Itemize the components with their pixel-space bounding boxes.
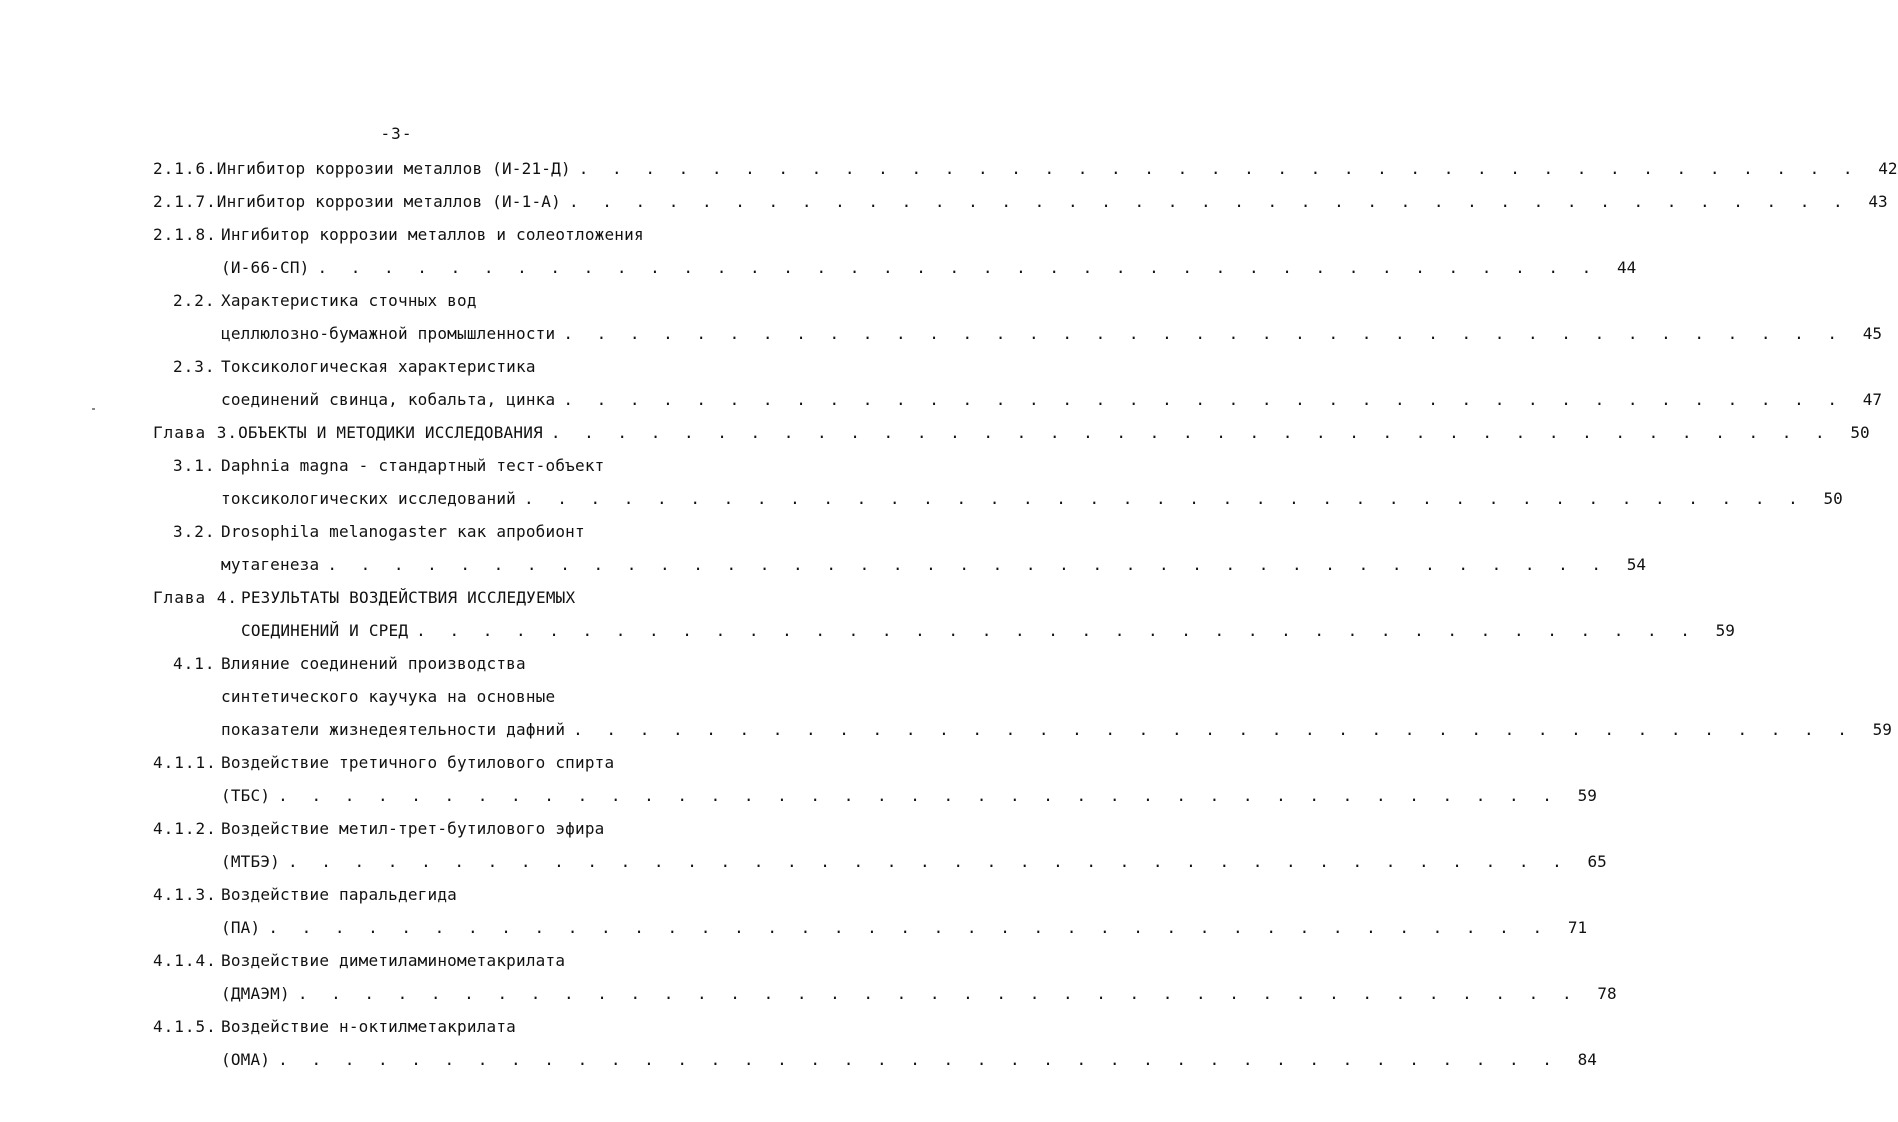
toc-entry-continuation[interactable]: [221, 983, 1617, 1005]
leader-dots: . . . . . . . . . . . . . . . . . . . . . . . . . . . . . . . . . . . . . . .: [563, 324, 1845, 343]
toc-entry-title: Воздействие н-октилметакрилата: [221, 1017, 516, 1036]
toc-chapter-continuation[interactable]: [241, 620, 1735, 642]
toc-entry[interactable]: [153, 1016, 731, 1038]
leader-dots: . . . . . . . . . . . . . . . . . . . . . . . . . . . . . . . . . . . . . . .: [278, 786, 1559, 805]
toc-entry-number: 3.2.: [173, 522, 216, 541]
toc-chapter-number: Глава 3.: [153, 423, 239, 442]
leader-dots: . . . . . . . . . . . . . . . . . . . . . . . . . . . . . . . . . . . . . . .: [523, 489, 1805, 508]
toc-entry[interactable]: [173, 653, 731, 675]
leader-dots: . . . . . . . . . . . . . . . . . . . . . . . . . . . . . . . . . . . . . . .: [278, 1050, 1559, 1069]
toc-entry-number: 2.1.6.: [153, 159, 217, 178]
toc-entry-page: 71: [1567, 918, 1588, 937]
toc-entry[interactable]: [153, 818, 731, 840]
toc-entry-continuation[interactable]: [221, 917, 1588, 939]
toc-entry-number: 4.1.1.: [153, 753, 217, 772]
leader-dots: . . . . . . . . . . . . . . . . . . . . . . . . . . . . . . . . . . . . . . .: [327, 555, 1609, 574]
toc-entry-continuation[interactable]: [221, 488, 1843, 510]
toc-entry-page: 50: [1850, 423, 1870, 442]
toc-entry-number: 4.1.2.: [153, 819, 217, 838]
toc-chapter-number: Глава 4.: [153, 588, 239, 607]
toc-entry-title: Ингибитор коррозии металлов и солеотложения: [221, 225, 644, 244]
toc-entry-continuation[interactable]: [221, 323, 1883, 345]
leader-dots: . . . . . . . . . . . . . . . . . . . . . . . . . . . . . . . . . . . . . . .: [416, 621, 1697, 640]
leader-dots: . . . . . . . . . . . . . . . . . . . . . . . . . . . . . . . . . . . . . . .: [288, 852, 1569, 871]
toc-entry-title: синтетического каучука на основные: [221, 687, 556, 706]
toc-entry-title: (ТБС): [221, 786, 271, 805]
toc-entry-number: 2.2.: [173, 291, 216, 310]
toc-entry-continuation[interactable]: [221, 719, 1892, 741]
leader-dots: . . . . . . . . . . . . . . . . . . . . . . . . . . . . . . . . . . . . . . .: [297, 984, 1579, 1003]
toc-entry-page: 44: [1616, 258, 1637, 277]
toc-entry-page: 59: [1577, 786, 1597, 805]
toc-entry-number: 4.1.3.: [153, 885, 217, 904]
leader-dots: . . . . . . . . . . . . . . . . . . . . . . . . . . . . . . . . . . . . . . .: [563, 390, 1845, 409]
toc-entry-page: 47: [1862, 390, 1883, 409]
toc-entry-title: (И-66-СП): [221, 258, 310, 277]
toc-entry-page: 45: [1862, 324, 1883, 343]
toc-entry-title: Влияние соединений производства: [221, 654, 526, 673]
toc-entry-page: 78: [1597, 984, 1617, 1003]
leader-dots: . . . . . . . . . . . . . . . . . . . . . . . . . . . . . . . . . . . . . . .: [550, 423, 1832, 442]
toc-entry-continuation[interactable]: [221, 686, 731, 708]
toc-entry-title: (ПА): [221, 918, 261, 937]
toc-entry-number: 4.1.5.: [153, 1017, 217, 1036]
toc-entry-title: Токсикологическая характеристика: [221, 357, 536, 376]
toc-entry-title: (ДМАЭМ): [221, 984, 290, 1003]
toc-chapter[interactable]: [153, 422, 1870, 444]
toc-entry-page: 59: [1715, 621, 1735, 640]
leader-dots: . . . . . . . . . . . . . . . . . . . . . . . . . . . . . . . . . . . . . . .: [268, 918, 1550, 937]
toc-entry[interactable]: [173, 455, 731, 477]
toc-entry-number: 2.1.7.: [153, 192, 217, 211]
leader-dots: . . . . . . . . . . . . . . . . . . . . . . . . . . . . . . . . . . . . . . .: [568, 192, 1850, 211]
toc-entry-continuation[interactable]: [221, 851, 1607, 873]
toc-entry-continuation[interactable]: [221, 554, 1647, 576]
page-number: -3-: [380, 124, 413, 143]
toc-chapter-title: РЕЗУЛЬТАТЫ ВОЗДЕЙСТВИЯ ИССЛЕДУЕМЫХ: [241, 588, 576, 607]
toc-entry-page: 50: [1823, 489, 1843, 508]
toc-entry-title: соединений свинца, кобальта, цинка: [221, 390, 556, 409]
toc-entry-number: 3.1.: [173, 456, 216, 475]
toc-entry-number: 2.3.: [173, 357, 216, 376]
toc-entry-title: показатели жизнедеятельности дафний: [221, 720, 566, 739]
toc-entry-number: 4.1.: [173, 654, 216, 673]
toc-entry[interactable]: [153, 158, 1898, 180]
toc-entry-title: Drosophila melanogaster как апробионт: [221, 522, 585, 541]
toc-entry[interactable]: [153, 752, 731, 774]
toc-entry-title: токсикологических исследований: [221, 489, 516, 508]
toc-entry[interactable]: [153, 224, 731, 246]
toc-entry[interactable]: [173, 521, 731, 543]
toc-entry-title: Daphnia magna - стандартный тест-объект: [221, 456, 605, 475]
toc-entry-title: Воздействие паральдегида: [221, 885, 457, 904]
leader-dots: . . . . . . . . . . . . . . . . . . . . . . . . . . . . . . . . . . . . . . .: [317, 258, 1599, 277]
toc-chapter-title: ОБЪЕКТЫ И МЕТОДИКИ ИССЛЕДОВАНИЯ: [238, 423, 543, 442]
toc-entry-number: 2.1.8.: [153, 225, 217, 244]
toc-entry-page: 84: [1577, 1050, 1597, 1069]
toc-entry[interactable]: [153, 950, 731, 972]
toc-entry-title: Воздействие метил-трет-бутилового эфира: [221, 819, 605, 838]
toc-entry-title: Воздействие диметиламинометакрилата: [221, 951, 566, 970]
toc-entry-title: (МТБЭ): [221, 852, 280, 871]
toc-entry[interactable]: [173, 290, 731, 312]
toc-entry-title: Ингибитор коррозии металлов (И-1-А): [216, 192, 561, 211]
toc-entry-title: (ОМА): [221, 1050, 271, 1069]
toc-entry-page: 59: [1872, 720, 1892, 739]
toc-entry-continuation[interactable]: [221, 389, 1883, 411]
toc-chapter[interactable]: [153, 587, 731, 609]
toc-chapter-title: СОЕДИНЕНИЙ И СРЕД: [241, 621, 409, 640]
toc-entry-title: Характеристика сточных вод: [221, 291, 477, 310]
toc-entry-page: 42: [1878, 159, 1898, 178]
toc-entry-title: Воздействие третичного бутилового спирта: [221, 753, 615, 772]
toc-entry-title: целлюлозно-бумажной промышленности: [221, 324, 556, 343]
toc-entry-title: Ингибитор коррозии металлов (И-21-Д): [216, 159, 571, 178]
leader-dots: . . . . . . . . . . . . . . . . . . . . . . . . . . . . . . . . . . . . . . .: [578, 159, 1860, 178]
toc-entry[interactable]: [173, 356, 731, 378]
toc-entry-page: 65: [1587, 852, 1607, 871]
leader-dots: . . . . . . . . . . . . . . . . . . . . . . . . . . . . . . . . . . . . . . .: [573, 720, 1854, 739]
toc-entry[interactable]: [153, 191, 1888, 213]
toc-entry-page: 54: [1626, 555, 1647, 574]
toc-entry-continuation[interactable]: [221, 257, 1637, 279]
toc-entry-continuation[interactable]: [221, 1049, 1597, 1071]
toc-entry[interactable]: [153, 884, 731, 906]
scan-speck: [92, 408, 95, 410]
toc-entry-number: 4.1.4.: [153, 951, 217, 970]
toc-entry-page: 43: [1868, 192, 1888, 211]
toc-entry-continuation[interactable]: [221, 785, 1597, 807]
toc-entry-title: мутагенеза: [221, 555, 320, 574]
